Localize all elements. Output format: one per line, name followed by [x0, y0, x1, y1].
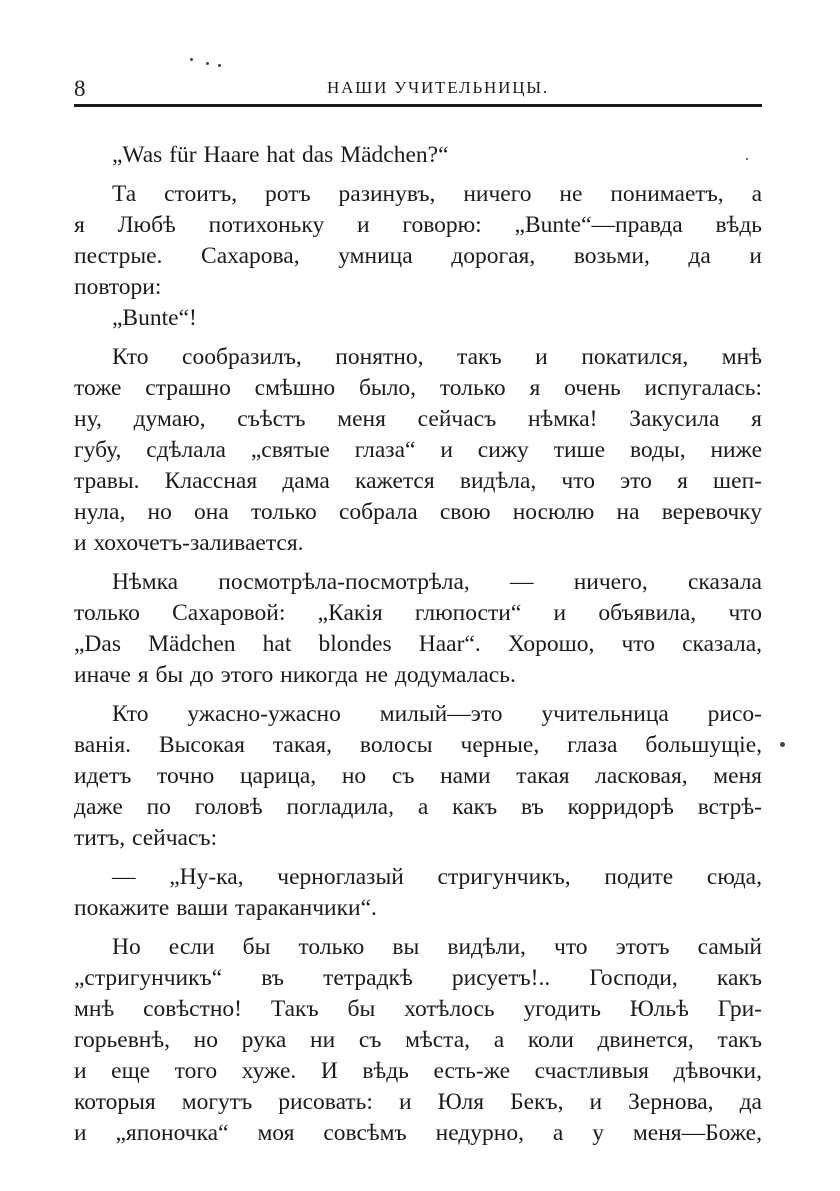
text-line: Но если бы только вы видѣли, что этотъ самый [112, 934, 762, 960]
text-line: Кто сообразилъ, понятно, такъ и покатился, мнѣ [112, 344, 762, 370]
paragraph [74, 342, 762, 559]
text-line: тоже страшно смѣшно было, только я очень испугалась: [74, 375, 762, 401]
text-line: только Сахаровой: „Какія глюпости“ и объявила, что [74, 600, 762, 626]
print-speck [746, 158, 748, 160]
text-line: Нѣмка посмотрѣла-посмотрѣла, — ничего, сказала [112, 569, 762, 595]
page-number: 8 [74, 76, 86, 101]
text-line: „Bunte“! [112, 305, 197, 331]
text-line: повтори: [74, 274, 162, 300]
text-line: иначе я бы до этого никогда не додумалась. [74, 662, 516, 688]
text-line: — „Ну-ка, черноглазый стригунчикъ, подите сюда, [112, 864, 762, 890]
print-speck [190, 58, 193, 61]
text-line: идетъ точно царица, но съ нами такая ласковая, меня [74, 763, 762, 789]
text-line: ну, думаю, съѣстъ меня сейчасъ нѣмка! Закусила я [74, 406, 762, 432]
text-line: и еще того хуже. И вѣдь есть-же счастливыя дѣвочки, [74, 1058, 762, 1084]
body-text [74, 140, 762, 1149]
paragraph [74, 303, 762, 334]
text-line: покажите ваши тараканчики“. [74, 895, 377, 921]
text-line: я Любѣ потихоньку и говорю: „Bunte“—правда вѣдь [74, 212, 762, 238]
text-line: мнѣ совѣстно! Такъ бы хотѣлось угодить Юльѣ Гри- [74, 996, 762, 1022]
text-line: „Das Mädchen hat blondes Haar“. Хорошо, что сказала, [74, 631, 762, 657]
print-speck [780, 742, 785, 747]
paragraph [74, 567, 762, 691]
text-line: и хохочетъ-заливается. [74, 530, 304, 556]
running-title: НАШИ УЧИТЕЛЬНИЦЫ. [327, 78, 549, 97]
text-line: Кто ужасно-ужасно милый—это учительница рисо- [112, 701, 762, 727]
text-line: титъ, сейчасъ: [74, 825, 218, 851]
running-head [74, 74, 762, 107]
paragraph [74, 862, 762, 924]
text-line: „стригунчикъ“ въ тетрадкѣ рисуетъ!.. Господи, какъ [74, 965, 762, 991]
text-line: пестрые. Сахарова, умница дорогая, возьми, да и [74, 243, 762, 269]
paragraph [74, 932, 762, 1149]
text-line: и „японочка“ моя совсѣмъ недурно, а у меня—Боже, [74, 1120, 762, 1146]
text-line: даже по головѣ погладила, а какъ въ корридорѣ встрѣ- [74, 794, 762, 820]
text-line: губу, сдѣлала „святые глаза“ и сижу тише воды, ниже [74, 437, 762, 463]
print-speck [206, 62, 209, 65]
paragraph [74, 699, 762, 854]
text-line: ванія. Высокая такая, волосы черные, глаза большущіе, [74, 732, 762, 758]
paragraph [74, 179, 762, 303]
text-line: травы. Классная дама кажется видѣла, что это я шеп- [74, 468, 762, 494]
print-speck [218, 64, 221, 67]
text-line: Та стоитъ, ротъ разинувъ, ничего не понимаетъ, а [112, 181, 762, 207]
text-line: горьевнѣ, но рука ни съ мѣста, а коли двинется, такъ [74, 1027, 762, 1053]
text-line: нула, но она только собрала свою носюлю на веревочку [74, 499, 762, 525]
text-line: которыя могутъ рисовать: и Юля Бекъ, и Зернова, да [74, 1089, 762, 1115]
paragraph [74, 140, 762, 171]
text-line: „Was für Haare hat das Mädchen?“ [112, 142, 449, 168]
